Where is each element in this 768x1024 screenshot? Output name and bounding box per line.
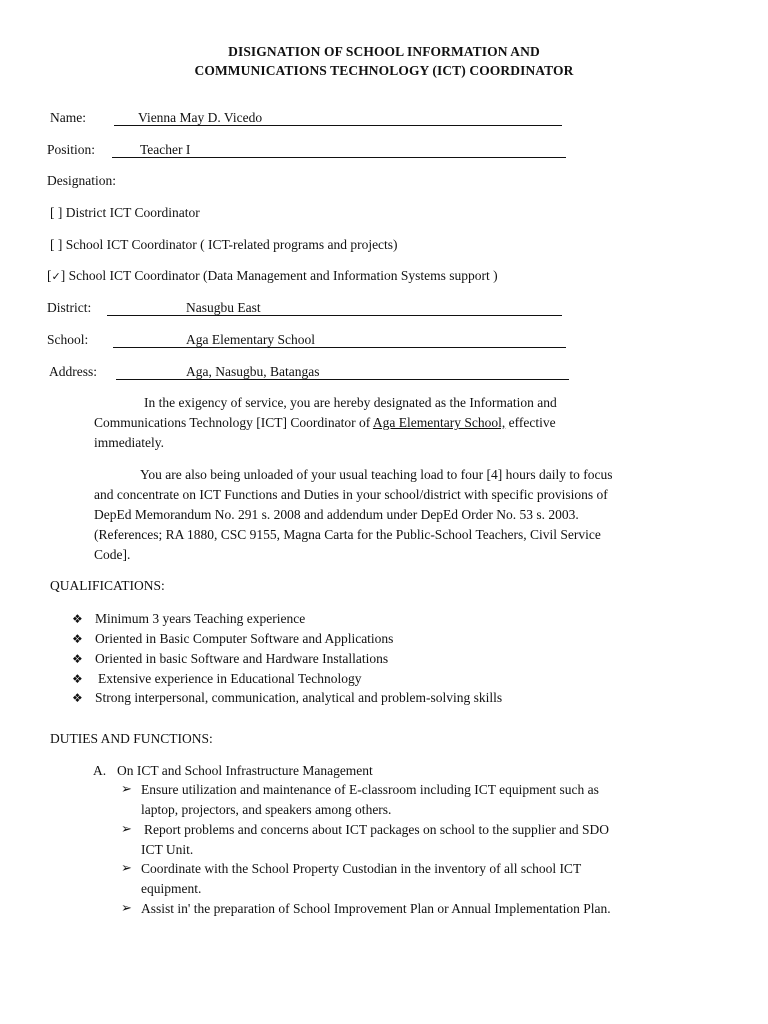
name-value: Vienna May D. Vicedo (138, 110, 263, 125)
district-label: District: (47, 300, 92, 315)
position-label: Position: (47, 142, 96, 157)
duty-item-line: Report problems and concerns about ICT packages on school to the supplier and SDO (144, 822, 610, 837)
paragraph-line: (References; RA 1880, CSC 9155, Magna Carta for the Public-School Teachers, Civil Service (94, 527, 601, 542)
designation-paragraph (94, 393, 557, 453)
checkbox-empty: [ ] (50, 205, 63, 220)
duty-item-line: Assist in' the preparation of School Improvement Plan or Annual Implementation Plan. (141, 901, 611, 916)
address-underline (116, 379, 569, 380)
document-title-line-1: DISIGNATION OF SCHOOL INFORMATION AND (228, 44, 540, 59)
duty-item-line: Ensure utilization and maintenance of E-classroom including ICT equipment such as (141, 782, 599, 797)
duty-item-line: ICT Unit. (141, 842, 194, 857)
section-a-title: On ICT and School Infrastructure Management (117, 763, 373, 778)
paragraph-line: Code]. (94, 547, 131, 562)
designation-option-label: School ICT Coordinator (Data Management and Information Systems support ) (68, 268, 498, 283)
school-value: Aga Elementary School (186, 332, 315, 347)
address-label: Address: (49, 364, 97, 379)
diamond-bullet-icon: ❖ (72, 691, 83, 705)
paragraph-line: DepEd Memorandum No. 291 s. 2008 and addendum under DepEd Order No. 53 s. 2003. (94, 507, 579, 522)
diamond-bullet-icon: ❖ (72, 672, 83, 686)
diamond-bullet-icon: ❖ (72, 612, 83, 626)
qualification-item: Strong interpersonal, communication, analytical and problem-solving skills (95, 690, 503, 705)
paragraph-line: Communications Technology [ICT] Coordinator of Aga Elementary School, effective (94, 415, 556, 430)
name-underline (114, 125, 562, 126)
checkbox-checked: [✓] (47, 268, 66, 283)
paragraph-line: In the exigency of service, you are hereby designated as the Information and (144, 395, 557, 410)
diamond-bullet-icon: ❖ (72, 652, 83, 666)
section-a-marker: A. (93, 763, 107, 778)
address-value: Aga, Nasugbu, Batangas (186, 364, 320, 379)
school-name-underlined: Aga Elementary School, (372, 415, 506, 430)
arrow-bullet-icon: ➢ (121, 901, 132, 916)
qualification-item: Minimum 3 years Teaching experience (95, 611, 306, 626)
district-value: Nasugbu East (186, 300, 261, 315)
designation-option-district (50, 205, 200, 221)
arrow-bullet-icon: ➢ (121, 822, 132, 837)
checkbox-empty: [ ] (50, 237, 63, 252)
duty-item-line: Coordinate with the School Property Custodian in the inventory of all school ICT (141, 861, 582, 876)
duties-heading: DUTIES AND FUNCTIONS: (50, 731, 213, 746)
check-mark-icon: ✓ (51, 270, 61, 283)
designation-label: Designation: (47, 173, 116, 188)
paragraph-line: and concentrate on ICT Functions and Duties in your school/district with specific provisions of (94, 487, 608, 502)
duty-item-line: laptop, projectors, and speakers among others. (141, 802, 392, 817)
paragraph-line: You are also being unloaded of your usual teaching load to four [4] hours daily to focus (140, 467, 613, 482)
designation-option-school-data (47, 268, 498, 284)
designation-option-school-programs (50, 237, 398, 253)
school-label: School: (47, 332, 89, 347)
position-underline (112, 157, 566, 158)
arrow-bullet-icon: ➢ (121, 861, 132, 876)
district-underline (107, 315, 562, 316)
qualifications-heading: QUALIFICATIONS: (50, 578, 165, 593)
arrow-bullet-icon: ➢ (121, 782, 132, 797)
teaching-load-paragraph (94, 465, 613, 565)
qualification-item: Oriented in basic Software and Hardware Installations (95, 651, 389, 666)
diamond-bullet-icon: ❖ (72, 632, 83, 646)
position-value: Teacher I (140, 142, 191, 157)
school-underline (113, 347, 566, 348)
name-label: Name: (50, 110, 86, 125)
designation-option-label: District ICT Coordinator (65, 205, 200, 220)
designation-option-label: School ICT Coordinator ( ICT-related programs and projects) (65, 237, 398, 252)
duty-item-line: equipment. (141, 881, 202, 896)
qualification-item: Oriented in Basic Computer Software and Applications (95, 631, 394, 646)
paragraph-line: immediately. (94, 435, 164, 450)
document-title-line-2: COMMUNICATIONS TECHNOLOGY (ICT) COORDINATOR (194, 63, 574, 78)
qualification-item: Extensive experience in Educational Technology (98, 671, 362, 686)
